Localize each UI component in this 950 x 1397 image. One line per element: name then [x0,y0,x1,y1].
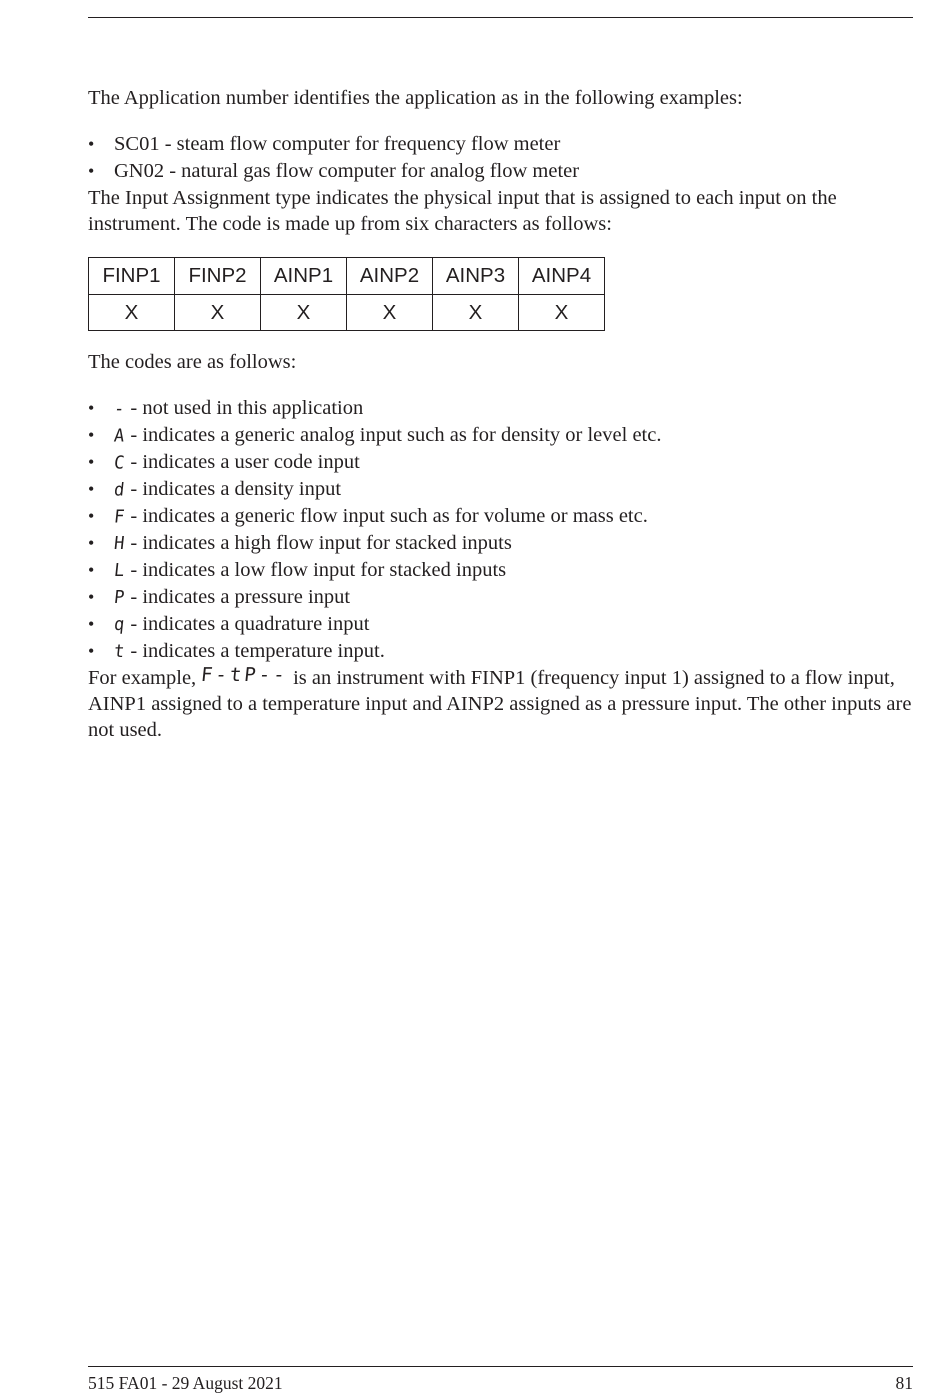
code-description: - indicates a high flow input for stacked inputs [125,532,512,554]
segment-code: - [112,398,127,420]
bullet-icon: • [88,506,95,526]
segment-code: A [112,425,127,447]
bullet-icon: • [88,533,95,553]
list-item [88,131,914,158]
list-item [88,476,914,503]
input-assignment-table [88,257,605,331]
footer-rule [88,1366,913,1367]
table-header-row [89,258,605,295]
example-text: GN02 - natural gas flow computer for analog flow meter [114,160,580,182]
list-item [88,422,914,449]
code-description: - not used in this application [125,397,364,419]
list-item [88,395,914,422]
bullet-icon: • [88,134,95,154]
header-rule [88,17,913,18]
assignment-paragraph: The Input Assignment type indicates the physical input that is assigned to each input on the instrument. The code is made up from six characters as follows: [88,187,837,235]
segment-code: F [112,506,127,528]
example-suffix: is an instrument with FINP1 (frequency input 1) assigned to a flow input, AINP1 assigned to a temperature input and AINP2 assigned as a pressure input. The other inputs are not used. [88,667,912,741]
table-header-cell: AINP4 [519,258,605,295]
table-cell: X [519,295,605,331]
example-paragraph [88,665,914,743]
table-cell: X [261,295,347,331]
document-reference: 515 FA01 - 29 August 2021 [88,1373,283,1393]
list-item [88,449,914,476]
code-description: - indicates a density input [125,478,342,500]
segment-code: P [112,587,127,609]
code-description: - indicates a generic flow input such as for volume or mass etc. [125,505,648,527]
code-description: - indicates a low flow input for stacked inputs [125,559,507,581]
codes-intro: The codes are as follows: [88,351,297,373]
bullet-icon: • [88,560,95,580]
page-content [88,85,914,743]
codes-list [88,395,914,665]
list-item [88,158,914,185]
bullet-icon: • [88,161,95,181]
table-cell: X [175,295,261,331]
code-description: - indicates a pressure input [125,586,351,608]
code-description: - indicates a temperature input. [125,640,385,662]
segment-code: L [112,560,127,582]
example-segment-code: F-tP-- [200,664,290,686]
code-description: - indicates a generic analog input such as for density or level etc. [125,424,662,446]
bullet-icon: • [88,425,95,445]
intro-paragraph: The Application number identifies the application as in the following examples: [88,87,743,109]
segment-code: q [112,614,127,636]
table-cell: X [433,295,519,331]
examples-list [88,131,914,185]
example-prefix: For example, [88,667,197,689]
list-item [88,557,914,584]
example-text: SC01 - steam flow computer for frequency flow meter [114,133,561,155]
bullet-icon: • [88,587,95,607]
bullet-icon: • [88,452,95,472]
list-item [88,611,914,638]
table-cell: X [89,295,175,331]
code-description: - indicates a quadrature input [125,613,370,635]
table-header-cell: FINP1 [89,258,175,295]
bullet-icon: • [88,614,95,634]
bullet-icon: • [88,641,95,661]
list-item [88,503,914,530]
table-header-cell: AINP1 [261,258,347,295]
table-header-cell: FINP2 [175,258,261,295]
page-number: 81 [895,1373,913,1393]
code-description: - indicates a user code input [125,451,360,473]
bullet-icon: • [88,398,95,418]
segment-code: C [112,452,127,474]
list-item [88,638,914,665]
segment-code: H [112,533,127,555]
list-item [88,530,914,557]
segment-code: d [112,479,127,501]
table-row [89,295,605,331]
table-cell: X [347,295,433,331]
table-header-cell: AINP2 [347,258,433,295]
bullet-icon: • [88,479,95,499]
list-item [88,584,914,611]
segment-code: t [112,641,127,663]
table-header-cell: AINP3 [433,258,519,295]
